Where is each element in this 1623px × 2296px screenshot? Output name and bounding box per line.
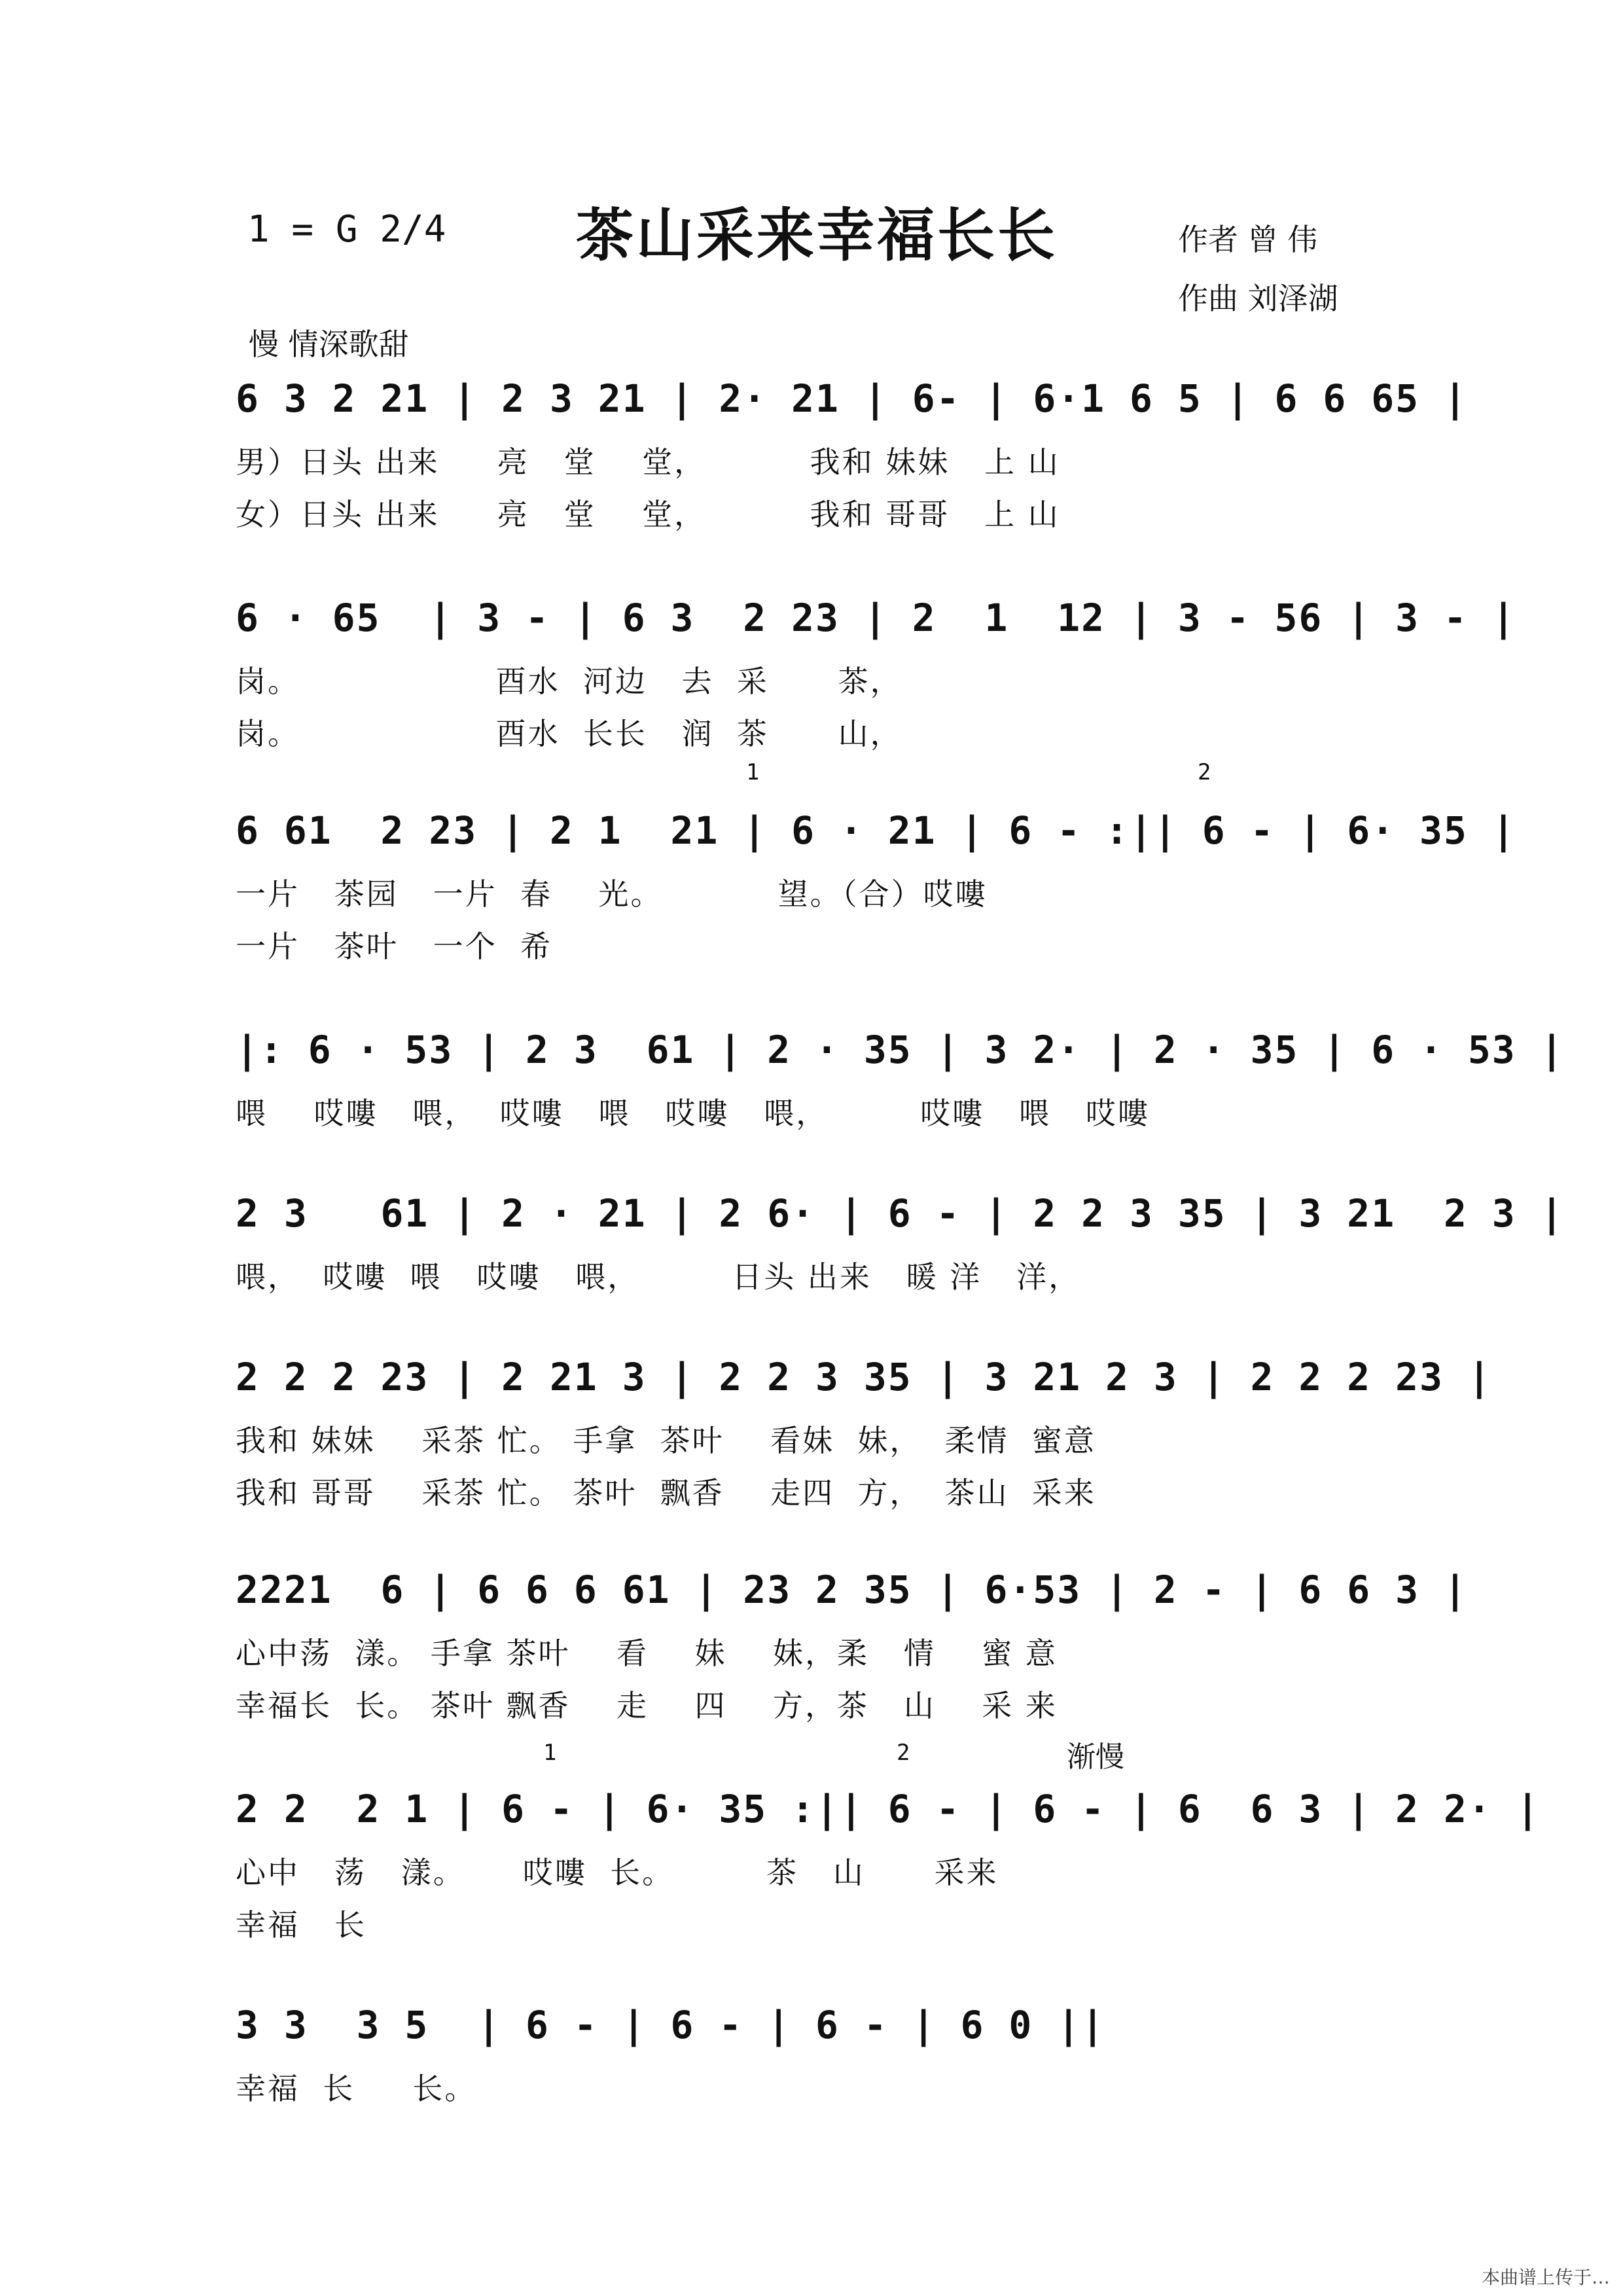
notes-line: 2 2 2 1 | 6 - | 6· 35 :|| 6 - | 6 - | 6 6 3 | 2 2· | bbox=[236, 1787, 1541, 1831]
key-signature: 1 = G 2/4 bbox=[247, 208, 446, 251]
volta-1-label: 1 bbox=[746, 759, 760, 785]
lyric-verse-1: 我和 妹妹 采茶 忙。 手拿 茶叶 看妹 妹， 柔情 蜜意 bbox=[236, 1423, 1096, 1458]
lyric-verse-1: 岗。 酉水 河边 去 采 茶， bbox=[236, 664, 902, 699]
lyricist-credit: 作者 曾 伟 bbox=[1178, 222, 1318, 257]
lyric-verse-1: 喂， 哎嘍 喂 哎嘍 喂， 日头 出来 暖 洋 洋， bbox=[236, 1259, 1081, 1295]
lyric-verse-1: 喂 哎嘍 喂， 哎嘍 喂 哎嘍 喂， 哎嘍 喂 哎嘍 bbox=[236, 1096, 1150, 1131]
notes-line: 6 61 2 23 | 2 1 21 | 6 · 21 | 6 - :|| 6 - | 6· 35 | bbox=[236, 808, 1516, 853]
lyric-verse-1: 心中 荡 漾。 哎嘍 长。 茶 山 采来 bbox=[236, 1855, 999, 1890]
volta-2-label: 2 bbox=[897, 1740, 910, 1766]
lyric-verse-1: 幸福 长 长。 bbox=[236, 2071, 477, 2106]
lyric-verse-1: 一片 茶园 一片 春 光。 望。（合）哎嘍 bbox=[236, 876, 988, 912]
lyric-verse-2: 一片 茶叶 一个 希 bbox=[236, 929, 552, 964]
notes-line: 6 3 2 21 | 2 3 21 | 2· 21 | 6- | 6·1 6 5 | 6 6 65 | bbox=[236, 376, 1468, 421]
notes-line: 3 3 3 5 | 6 - | 6 - | 6 - | 6 0 || bbox=[236, 2003, 1106, 2047]
tempo-marking: 慢 情深歌甜 bbox=[249, 327, 409, 362]
watermark-footer: 本曲谱上传于… bbox=[1481, 2267, 1610, 2288]
notes-line: |: 6 · 53 | 2 3 61 | 2 · 35 | 3 2· | 2 · 35 | 6 · 53 | bbox=[236, 1028, 1565, 1072]
lyric-verse-2: 岗。 酉水 长长 润 茶 山， bbox=[236, 716, 902, 751]
volta-1-label: 1 bbox=[543, 1740, 557, 1766]
lyric-verse-2: 我和 哥哥 采茶 忙。 茶叶 飘香 走四 方， 茶山 采来 bbox=[236, 1475, 1096, 1511]
lyric-verse-2: 幸福 长 bbox=[236, 1907, 366, 1943]
lyric-verse-1: 心中荡 漾。 手拿 茶叶 看 妹 妹，柔 情 蜜 意 bbox=[236, 1636, 1058, 1671]
song-title: 茶山采来幸福长长 bbox=[576, 202, 1058, 269]
notes-line: 2 2 2 23 | 2 21 3 | 2 2 3 35 | 3 21 2 3 | 2 2 2 23 | bbox=[236, 1355, 1492, 1399]
tempo-change-mark: 渐慢 bbox=[1067, 1740, 1124, 1774]
notes-line: 6 · 65 | 3 - | 6 3 2 23 | 2 1 12 | 3 - 56 | 3 - | bbox=[236, 596, 1516, 640]
composer-credit: 作曲 刘泽湖 bbox=[1178, 281, 1338, 316]
notes-line: 2 3 61 | 2 · 21 | 2 6· | 6 - | 2 2 3 35 | 3 21 2 3 | bbox=[236, 1191, 1565, 1236]
notes-line: 2221 6 | 6 6 6 61 | 23 2 35 | 6·53 | 2 - | 6 6 3 | bbox=[236, 1568, 1468, 1612]
volta-2-label: 2 bbox=[1198, 759, 1211, 785]
lyric-verse-2: 女）日头 出来 亮 堂 堂， 我和 哥哥 上 山 bbox=[236, 497, 1060, 532]
lyric-verse-2: 幸福长 长。 茶叶 飘香 走 四 方，茶 山 采 来 bbox=[236, 1688, 1058, 1723]
lyric-verse-1: 男）日头 出来 亮 堂 堂， 我和 妹妹 上 山 bbox=[236, 444, 1060, 480]
